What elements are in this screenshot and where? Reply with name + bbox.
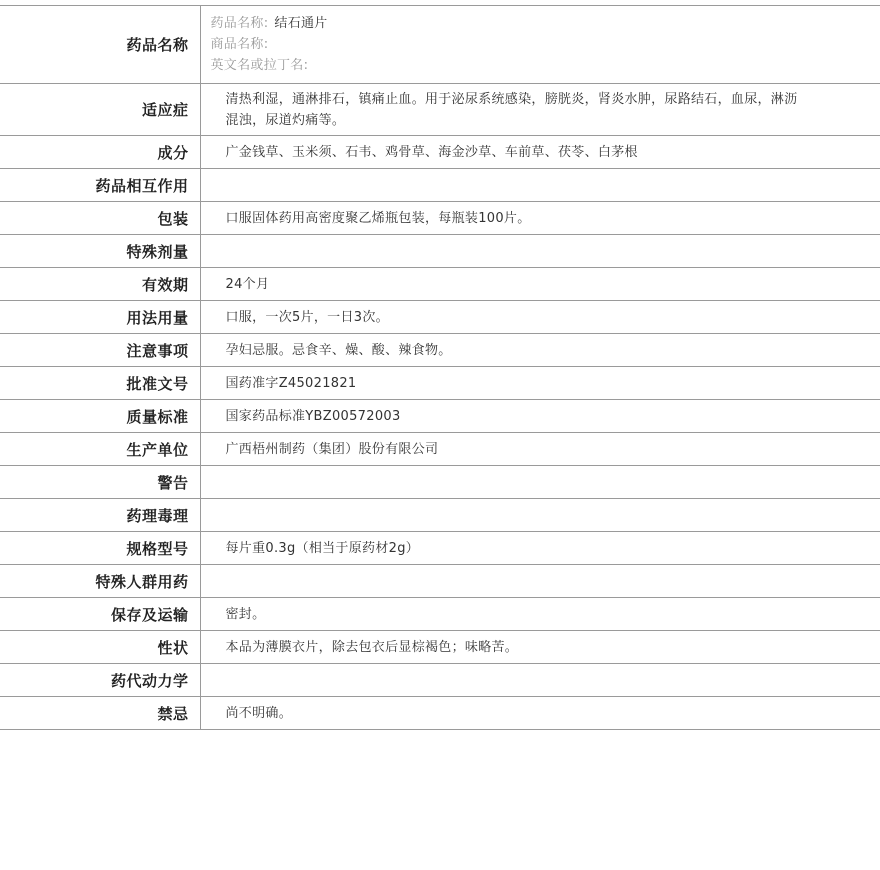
- row-label: 特殊剂量: [0, 235, 200, 268]
- row-value: [200, 466, 880, 499]
- row-value: 孕妇忌服。忌食辛、燥、酸、辣食物。: [200, 334, 880, 367]
- row-description: [0, 631, 880, 664]
- generic-name-key: 药品名称:: [210, 16, 269, 31]
- row-label: 药品相互作用: [0, 169, 200, 202]
- row-value: [200, 235, 880, 268]
- row-warning: [0, 466, 880, 499]
- row-drug-name: [0, 6, 880, 84]
- english-name-key: 英文名或拉丁名:: [210, 58, 309, 73]
- row-label: 特殊人群用药: [0, 565, 200, 598]
- row-label: 成分: [0, 136, 200, 169]
- row-contraindications: [0, 697, 880, 730]
- generic-name-line: [211, 13, 811, 34]
- row-label: 适应症: [0, 84, 200, 136]
- row-pharmacology: [0, 499, 880, 532]
- row-label: 禁忌: [0, 697, 200, 730]
- row-precautions: [0, 334, 880, 367]
- row-label: 包装: [0, 202, 200, 235]
- drug-info-table: [0, 5, 880, 730]
- row-value: 尚不明确。: [200, 697, 880, 730]
- row-approval-number: [0, 367, 880, 400]
- row-label: 药品名称: [0, 6, 200, 84]
- trade-name-line: [211, 34, 811, 55]
- row-label: 批准文号: [0, 367, 200, 400]
- row-packaging: [0, 202, 880, 235]
- row-shelf-life: [0, 268, 880, 301]
- row-storage: [0, 598, 880, 631]
- row-label: 注意事项: [0, 334, 200, 367]
- row-label: 药理毒理: [0, 499, 200, 532]
- row-value: [200, 169, 880, 202]
- names-cell: [200, 6, 880, 84]
- row-label: 用法用量: [0, 301, 200, 334]
- row-quality-standard: [0, 400, 880, 433]
- trade-name-key: 商品名称:: [210, 37, 269, 52]
- row-value: 每片重0.3g（相当于原药材2g）: [200, 532, 880, 565]
- row-value: 广西梧州制药（集团）股份有限公司: [200, 433, 880, 466]
- row-label: 性状: [0, 631, 200, 664]
- row-special-populations: [0, 565, 880, 598]
- row-label: 警告: [0, 466, 200, 499]
- row-label: 药代动力学: [0, 664, 200, 697]
- row-value: 清热利湿，通淋排石，镇痛止血。用于泌尿系统感染，膀胱炎，肾炎水肿，尿路结石，血尿，淋沥混浊，尿道灼痛等。: [200, 84, 880, 136]
- generic-name-value: 结石通片: [274, 16, 328, 31]
- row-value: [200, 565, 880, 598]
- row-special-dosage: [0, 235, 880, 268]
- row-specification: [0, 532, 880, 565]
- row-pharmacokinetics: [0, 664, 880, 697]
- row-indication: [0, 84, 880, 136]
- row-value: 密封。: [200, 598, 880, 631]
- row-value: [200, 664, 880, 697]
- row-label: 生产单位: [0, 433, 200, 466]
- row-label: 保存及运输: [0, 598, 200, 631]
- row-value: 口服，一次5片，一日3次。: [200, 301, 880, 334]
- row-label: 有效期: [0, 268, 200, 301]
- row-manufacturer: [0, 433, 880, 466]
- english-name-line: [211, 55, 811, 76]
- row-value: 国药准字Z45021821: [200, 367, 880, 400]
- row-label: 质量标准: [0, 400, 200, 433]
- names-block: [201, 13, 811, 76]
- row-ingredients: [0, 136, 880, 169]
- row-dosage: [0, 301, 880, 334]
- row-label: 规格型号: [0, 532, 200, 565]
- row-value: 口服固体药用高密度聚乙烯瓶包装，每瓶装100片。: [200, 202, 880, 235]
- row-value: 广金钱草、玉米须、石韦、鸡骨草、海金沙草、车前草、茯苓、白茅根: [200, 136, 880, 169]
- row-value: 24个月: [200, 268, 880, 301]
- row-value: [200, 499, 880, 532]
- row-value: 本品为薄膜衣片，除去包衣后显棕褐色；味略苦。: [200, 631, 880, 664]
- row-interactions: [0, 169, 880, 202]
- row-value: 国家药品标准YBZ00572003: [200, 400, 880, 433]
